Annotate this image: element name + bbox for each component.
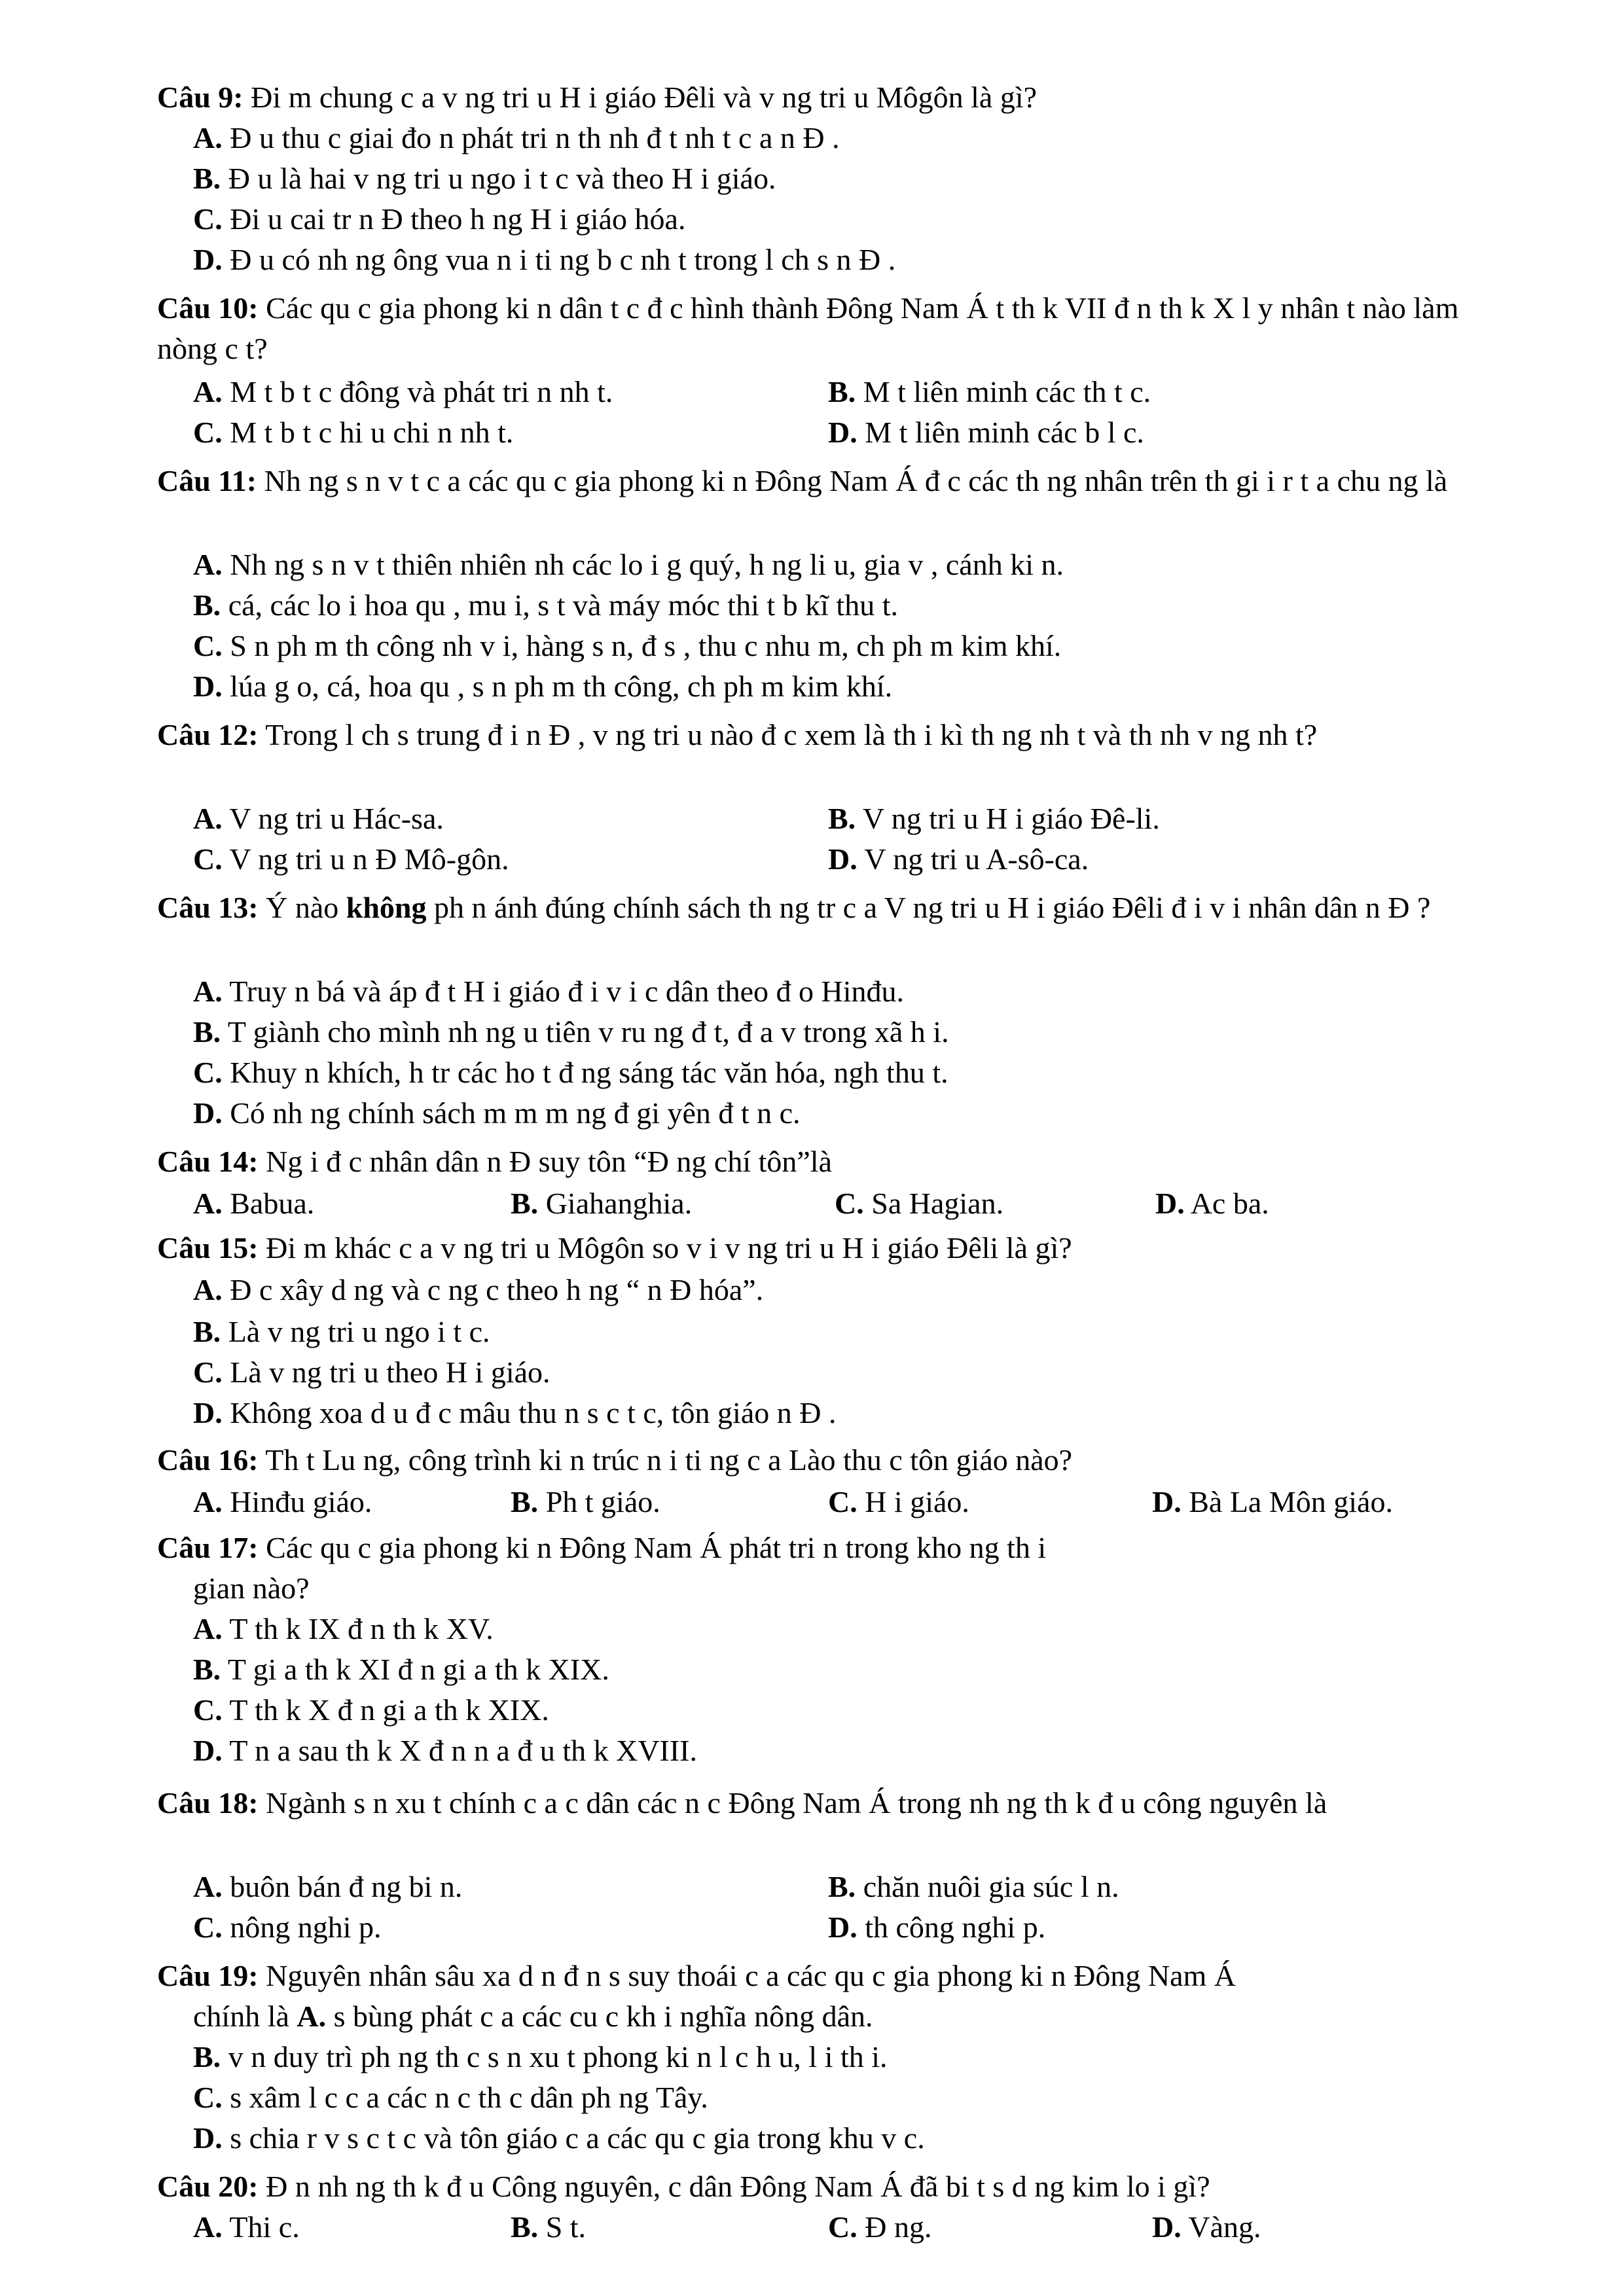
option-text: s bùng phát c a các cu c kh i nghĩa nông dân. (333, 2000, 873, 2033)
option-14d[interactable] (1155, 1183, 1269, 1224)
question-text: Các qu c gia phong ki n dân t c đ c hình thành Đông Nam Á t th k VII đ n th k X l y nhân t nào làm nòng c t? (157, 291, 1466, 365)
question-stem (157, 1440, 1519, 1480)
question-stem (157, 1956, 1519, 1996)
option-label: D. (193, 243, 223, 276)
option-text: Giahanghia. (545, 1187, 693, 1220)
question-label: Câu 11: (157, 464, 257, 497)
option-label: A. (193, 1273, 223, 1306)
question-label: Câu 13: (157, 891, 259, 924)
question-stem (157, 715, 1519, 755)
option-text: V ng tri u Hác-sa. (229, 802, 444, 835)
question-16 (157, 1440, 1519, 1480)
option-label: D. (1152, 1485, 1182, 1518)
option-text: V ng tri u A-sô-ca. (864, 842, 1089, 876)
option-18a[interactable] (193, 1867, 462, 1907)
option-19d[interactable] (193, 2118, 925, 2159)
option-12b[interactable] (828, 798, 1160, 839)
option-text: Ph t giáo. (545, 1485, 660, 1518)
option-label: A. (193, 802, 223, 835)
option-text: Đ u có nh ng ông vua n i ti ng b c nh t trong l ch s n Đ . (230, 243, 896, 276)
option-label: A. (193, 2210, 223, 2244)
option-label: B. (511, 2210, 539, 2244)
option-text: V ng tri u n Đ Mô-gôn. (229, 842, 509, 876)
option-label: C. (193, 1910, 223, 1944)
option-15d[interactable] (193, 1393, 836, 1433)
question-label: Câu 15: (157, 1231, 259, 1265)
option-text: M t liên minh các b l c. (865, 416, 1144, 449)
option-13a[interactable] (193, 971, 904, 1012)
option-label: B. (193, 162, 221, 195)
option-20c[interactable] (828, 2207, 931, 2248)
question-stem (157, 288, 1519, 369)
question-stem (157, 1141, 1519, 1182)
question-text: Trong l ch s trung đ i n Đ , v ng tri u nào đ c xem là th i kì th ng nh t và th nh v ng nh t? (265, 718, 1318, 751)
option-text: T gi a th k XI đ n gi a th k XIX. (227, 1653, 609, 1686)
option-10c[interactable] (193, 412, 513, 453)
option-16b[interactable] (511, 1482, 660, 1522)
option-text: cá, các lo i hoa qu , mu i, s t và máy móc thi t b kĩ thu t. (228, 588, 898, 622)
option-label: A. (193, 1870, 223, 1903)
option-text: T n a sau th k X đ n n a đ u th k XVIII. (229, 1734, 698, 1767)
option-19b[interactable] (193, 2037, 888, 2077)
option-17b[interactable] (193, 1649, 609, 1690)
option-label: A. (193, 548, 223, 581)
question-text: Nguyên nhân sâu xa d n đ n s suy thoái c a các qu c gia phong ki n Đông Nam Á (266, 1959, 1236, 1992)
option-text: Truy n bá và áp đ t H i giáo đ i v i c dân theo đ o Hinđu. (229, 975, 905, 1008)
question-label: Câu 18: (157, 1786, 259, 1820)
option-label: B. (511, 1187, 539, 1220)
option-12a[interactable] (193, 798, 444, 839)
question-17 (157, 1528, 1519, 1568)
option-label: D. (828, 842, 857, 876)
question-label: Câu 19: (157, 1959, 259, 1992)
option-text: V ng tri u H i giáo Đê-li. (862, 802, 1160, 835)
option-20d[interactable] (1152, 2207, 1261, 2248)
option-text: Có nh ng chính sách m m m ng đ gi yên đ t n c. (230, 1096, 801, 1130)
option-19a[interactable] (193, 1996, 873, 2037)
option-16a[interactable] (193, 1482, 372, 1522)
option-label: C. (835, 1187, 864, 1220)
option-text: Không xoa d u đ c mâu thu n s c t c, tôn giáo n Đ . (230, 1396, 837, 1429)
question-11 (157, 461, 1519, 501)
option-text: chăn nuôi gia súc l n. (863, 1870, 1119, 1903)
option-label: A. (297, 2000, 327, 2033)
option-label: C. (193, 202, 223, 236)
option-14b[interactable] (511, 1183, 692, 1224)
option-16c[interactable] (828, 1482, 969, 1522)
question-text: Đ n nh ng th k đ u Công nguyên, c dân Đông Nam Á đã bi t s d ng kim lo i gì? (266, 2170, 1210, 2203)
option-10a[interactable] (193, 372, 613, 412)
question-text: Ngành s n xu t chính c a c dân các n c Đông Nam Á trong nh ng th k đ u công nguyên là (266, 1786, 1327, 1820)
option-11a[interactable] (193, 545, 1064, 585)
question-10 (157, 288, 1519, 369)
option-14c[interactable] (835, 1183, 1003, 1224)
option-label: C. (193, 1056, 223, 1089)
question-text-before: Ý nào (266, 891, 339, 924)
option-19c[interactable] (193, 2077, 708, 2118)
option-17d[interactable] (193, 1731, 697, 1771)
question-text-continuation: gian nào? (193, 1571, 310, 1605)
option-label: C. (193, 2081, 223, 2114)
option-16d[interactable] (1152, 1482, 1393, 1522)
option-label: D. (828, 1910, 857, 1944)
option-11d[interactable] (193, 666, 892, 707)
option-9d[interactable] (193, 240, 895, 280)
question-20 (157, 2166, 1519, 2207)
option-label: D. (1155, 1187, 1185, 1220)
question-13 (157, 888, 1519, 928)
option-text: S t. (545, 2210, 586, 2244)
option-12c[interactable] (193, 839, 509, 880)
option-text: s xâm l c c a các n c th c dân ph ng Tây. (230, 2081, 708, 2114)
option-17a[interactable] (193, 1609, 494, 1649)
option-9c[interactable] (193, 199, 685, 240)
option-text: Là v ng tri u theo H i giáo. (230, 1355, 550, 1389)
option-text: Đ ng. (865, 2210, 932, 2244)
option-text: Khuy n khích, h tr các ho t đ ng sáng tác văn hóa, ngh thu t. (230, 1056, 948, 1089)
option-14a[interactable] (193, 1183, 314, 1224)
option-text: S n ph m th công nh v i, hàng s n, đ s , thu c nhu m, ch ph m kim khí. (230, 629, 1062, 662)
question-keyword: không (346, 891, 427, 924)
option-15a[interactable] (193, 1270, 763, 1310)
option-label: C. (193, 1693, 223, 1727)
option-label: A. (193, 1485, 223, 1518)
option-label: A. (193, 375, 223, 408)
question-text-continuation: chính là (193, 2000, 289, 2033)
option-label: B. (193, 2040, 221, 2073)
option-text: Là v ng tri u ngo i t c. (228, 1315, 490, 1348)
option-label: B. (193, 588, 221, 622)
option-text: H i giáo. (865, 1485, 969, 1518)
question-text: Nh ng s n v t c a các qu c gia phong ki n Đông Nam Á đ c các th ng nhân trên th gi i r t a chu ng là (264, 464, 1448, 497)
option-label: C. (828, 1485, 857, 1518)
option-label: B. (828, 802, 856, 835)
option-label: C. (193, 1355, 223, 1389)
option-text: Đ u thu c giai đo n phát tri n th nh đ t nh t c a n Đ . (230, 121, 840, 154)
option-label: C. (193, 416, 223, 449)
question-stem (157, 77, 1519, 118)
option-label: D. (193, 1096, 223, 1130)
question-label: Câu 10: (157, 291, 259, 325)
question-15 (157, 1228, 1519, 1268)
option-text: Đi u cai tr n Đ theo h ng H i giáo hóa. (230, 202, 686, 236)
option-text: T giành cho mình nh ng u tiên v ru ng đ t, đ a v trong xã h i. (227, 1015, 949, 1049)
option-label: C. (193, 629, 223, 662)
option-text: T th k IX đ n th k XV. (229, 1612, 494, 1645)
option-text: Vàng. (1188, 2210, 1261, 2244)
question-label: Câu 14: (157, 1145, 259, 1178)
option-label: D. (193, 1734, 223, 1767)
option-9a[interactable] (193, 118, 840, 158)
option-text: Hinđu giáo. (230, 1485, 372, 1518)
option-text: lúa g o, cá, hoa qu , s n ph m th công, ch ph m kim khí. (230, 670, 893, 703)
question-label: Câu 20: (157, 2170, 259, 2203)
question-19 (157, 1956, 1519, 1996)
option-text: Thi c. (229, 2210, 300, 2244)
option-15c[interactable] (193, 1352, 550, 1393)
option-label: B. (193, 1315, 221, 1348)
question-stem (157, 888, 1519, 928)
option-17c[interactable] (193, 1690, 549, 1731)
option-text: T th k X đ n gi a th k XIX. (229, 1693, 549, 1727)
option-20a[interactable] (193, 2207, 300, 2248)
question-text: ph n ánh đúng chính sách th ng tr c a V ng tri u H i giáo Đêli đ i v i nhân dân n Đ ? (434, 891, 1431, 924)
option-text: s chia r v s c t c và tôn giáo c a các qu c gia trong khu v c. (230, 2121, 925, 2155)
question-stem (157, 1228, 1519, 1268)
question-text: Đi m khác c a v ng tri u Môgôn so v i v ng tri u H i giáo Đêli là gì? (266, 1231, 1072, 1265)
question-label: Câu 9: (157, 81, 244, 114)
option-10d[interactable] (828, 412, 1144, 453)
option-label: D. (193, 670, 223, 703)
option-label: C. (828, 2210, 857, 2244)
option-text: M t liên minh các th t c. (863, 375, 1151, 408)
question-label: Câu 16: (157, 1443, 259, 1477)
option-text: Sa Hagian. (871, 1187, 1004, 1220)
option-15b[interactable] (193, 1312, 490, 1352)
option-label: B. (193, 1015, 221, 1049)
option-text: M t b t c đông và phát tri n nh t. (230, 375, 613, 408)
option-18c[interactable] (193, 1907, 382, 1948)
option-text: Nh ng s n v t thiên nhiên nh các lo i g quý, h ng li u, gia v , cánh ki n. (230, 548, 1064, 581)
option-10b[interactable] (828, 372, 1151, 412)
option-13d[interactable] (193, 1093, 801, 1134)
question-text: Ng i đ c nhân dân n Đ suy tôn “Đ ng chí tôn”là (266, 1145, 833, 1178)
option-20b[interactable] (511, 2207, 586, 2248)
question-text: Th t Lu ng, công trình ki n trúc n i ti ng c a Lào thu c tôn giáo nào? (265, 1443, 1073, 1477)
question-stem (157, 1528, 1519, 1568)
question-9 (157, 77, 1519, 118)
option-label: D. (828, 416, 857, 449)
question-text: Đi m chung c a v ng tri u H i giáo Đêli và v ng tri u Môgôn là gì? (251, 81, 1038, 114)
option-label: B. (193, 1653, 221, 1686)
option-text: Bà La Môn giáo. (1189, 1485, 1393, 1518)
option-label: B. (511, 1485, 539, 1518)
option-label: A. (193, 121, 223, 154)
option-text: Đ c xây d ng và c ng c theo h ng “ n Đ hóa”. (230, 1273, 764, 1306)
question-stem (157, 2166, 1519, 2207)
question-stem (157, 1783, 1519, 1823)
option-12d[interactable] (828, 839, 1089, 880)
option-label: D. (193, 2121, 223, 2155)
option-11b[interactable] (193, 585, 898, 626)
question-14 (157, 1141, 1519, 1182)
option-text: buôn bán đ ng bi n. (230, 1870, 463, 1903)
option-label: A. (193, 975, 223, 1008)
option-label: A. (193, 1612, 223, 1645)
question-label: Câu 12: (157, 718, 259, 751)
option-label: B. (828, 375, 856, 408)
option-text: Ac ba. (1190, 1187, 1269, 1220)
question-12 (157, 715, 1519, 755)
option-9b[interactable] (193, 158, 776, 199)
option-text: v n duy trì ph ng th c s n xu t phong ki n l c h u, l i th i. (228, 2040, 888, 2073)
option-label: A. (193, 1187, 223, 1220)
question-text: Các qu c gia phong ki n Đông Nam Á phát tri n trong kho ng th i (266, 1531, 1047, 1564)
question-17-continuation (193, 1568, 310, 1609)
option-text: Babua. (230, 1187, 315, 1220)
option-13c[interactable] (193, 1052, 948, 1093)
option-text: th công nghi p. (865, 1910, 1046, 1944)
option-text: Đ u là hai v ng tri u ngo i t c và theo H i giáo. (228, 162, 776, 195)
option-label: D. (193, 1396, 223, 1429)
question-label: Câu 17: (157, 1531, 259, 1564)
option-18b[interactable] (828, 1867, 1119, 1907)
question-stem (157, 461, 1519, 501)
option-11c[interactable] (193, 626, 1061, 666)
option-text: nông nghi p. (230, 1910, 382, 1944)
option-label: C. (193, 842, 223, 876)
option-18d[interactable] (828, 1907, 1045, 1948)
question-18 (157, 1783, 1519, 1823)
option-text: M t b t c hi u chi n nh t. (230, 416, 514, 449)
option-13b[interactable] (193, 1012, 949, 1052)
option-label: B. (828, 1870, 856, 1903)
option-label: D. (1152, 2210, 1182, 2244)
